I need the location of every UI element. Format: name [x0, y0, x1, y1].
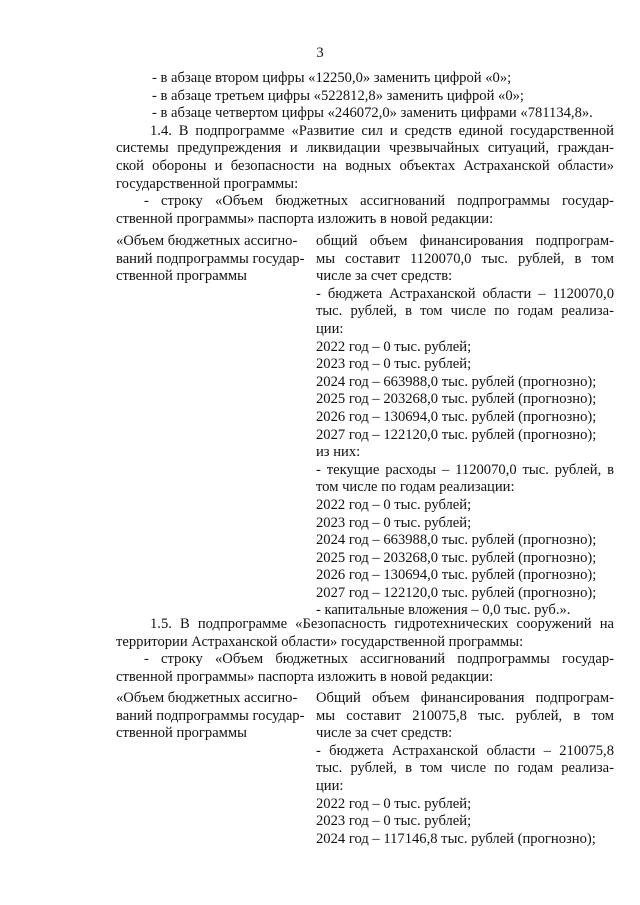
text-line: ской обороны и безопасности на водных объектах Астраханской области» — [116, 157, 614, 174]
text-line: - строку «Объем бюджетных ассигнований подпрограммы государ- — [144, 193, 614, 210]
table-2-label-cell — [116, 690, 308, 743]
table-value-line: 2027 год – 122120,0 тыс. рублей (прогнозно); — [316, 426, 597, 443]
amendments-text — [116, 70, 614, 228]
text-line: - в абзаце третьем цифры «522812,8» заменить цифрой «0»; — [152, 87, 524, 104]
table-value-line: 2024 год – 663988,0 тыс. рублей (прогнозно); — [316, 532, 597, 549]
table-value-line: 2024 год – 663988,0 тыс. рублей (прогнозно); — [316, 373, 597, 390]
text-line: территории Астраханской области» государственной программы: — [116, 633, 524, 650]
table-value-line: том числе по годам реализации: — [316, 479, 515, 496]
table-value-line: 2025 год – 203268,0 тыс. рублей (прогнозно); — [316, 391, 597, 408]
text-line: 1.5. В подпрограмме «Безопасность гидротехнических сооружений на — [150, 616, 614, 632]
text-line: - в абзаце втором цифры «12250,0» заменить цифрой «0»; — [152, 70, 512, 86]
table-value-line: тыс. рублей, в том числе по годам реализа- — [316, 760, 614, 777]
table-value-line: ции: — [316, 777, 344, 794]
table-value-line: 2024 год – 117146,8 тыс. рублей (прогнозно); — [316, 830, 596, 847]
table-label-line: «Объем бюджетных ассигно- — [116, 690, 298, 706]
table-value-line: тыс. рублей, в том числе по годам реализа- — [316, 303, 614, 320]
table-value-line: - бюджета Астраханской области – 1120070,0 — [316, 285, 614, 302]
table-value-line: 2026 год – 130694,0 тыс. рублей (прогнозно); — [316, 567, 597, 584]
table-value-line: 2026 год – 130694,0 тыс. рублей (прогнозно); — [316, 408, 597, 425]
table-value-line: мы составит 1120070,0 тыс. рублей, в том — [316, 250, 614, 267]
text-line: ственной программы» паспорта изложить в новой редакции: — [116, 210, 494, 227]
table-value-line: из них: — [316, 444, 361, 461]
text-line: государственной программы: — [116, 175, 299, 192]
table-value-line: 2023 год – 0 тыс. рублей; — [316, 356, 472, 373]
table-value-line: ции: — [316, 320, 344, 337]
table-label-line: ваний подпрограммы государ- — [116, 707, 305, 724]
table-label-line: ственной программы — [116, 268, 247, 285]
table-value-line: - текущие расходы – 1120070,0 тыс. рублей, в — [316, 461, 614, 478]
table-label-line: ственной программы — [116, 725, 247, 742]
table-value-line: - бюджета Астраханской области – 210075,8 — [316, 742, 614, 759]
table-value-line: 2022 год – 0 тыс. рублей; — [316, 496, 472, 513]
text-line: - в абзаце четвертом цифры «246072,0» заменить цифрами «781134,8». — [152, 105, 593, 122]
text-line: - строку «Объем бюджетных ассигнований подпрограммы государ- — [144, 651, 614, 668]
table-1-value-cell — [316, 233, 614, 620]
table-value-line: числе за счет средств: — [316, 268, 453, 285]
table-value-line: 2022 год – 0 тыс. рублей; — [316, 795, 472, 812]
page-number: 3 — [316, 45, 324, 61]
table-value-line: общий объем финансирования подпрограм- — [316, 233, 614, 249]
table-value-line: 2022 год – 0 тыс. рублей; — [316, 338, 472, 355]
table-value-line: - капитальные вложения – 0,0 тыс. руб.». — [316, 602, 571, 619]
table-label-line: «Объем бюджетных ассигно- — [116, 233, 298, 249]
table-value-line: 2023 год – 0 тыс. рублей; — [316, 813, 472, 830]
table-value-line: мы составит 210075,8 тыс. рублей, в том — [316, 707, 614, 724]
text-line: ственной программы» паспорта изложить в новой редакции: — [116, 668, 494, 685]
table-label-line: ваний подпрограммы государ- — [116, 250, 305, 267]
table-value-line: Общий объем финансирования подпрограм- — [316, 690, 614, 706]
table-value-line: 2023 год – 0 тыс. рублей; — [316, 514, 472, 531]
text-line: 1.4. В подпрограмме «Развитие сил и средств единой государственной — [150, 122, 614, 139]
section-1-5-text — [116, 616, 614, 686]
table-value-line: 2025 год – 203268,0 тыс. рублей (прогнозно); — [316, 549, 597, 566]
text-line: системы предупреждения и ликвидации чрезвычайных ситуаций, граждан- — [116, 140, 614, 157]
table-1-label-cell — [116, 233, 308, 286]
table-value-line: числе за счет средств: — [316, 725, 453, 742]
table-2-value-cell — [316, 690, 614, 848]
table-value-line: 2027 год – 122120,0 тыс. рублей (прогнозно); — [316, 584, 597, 601]
